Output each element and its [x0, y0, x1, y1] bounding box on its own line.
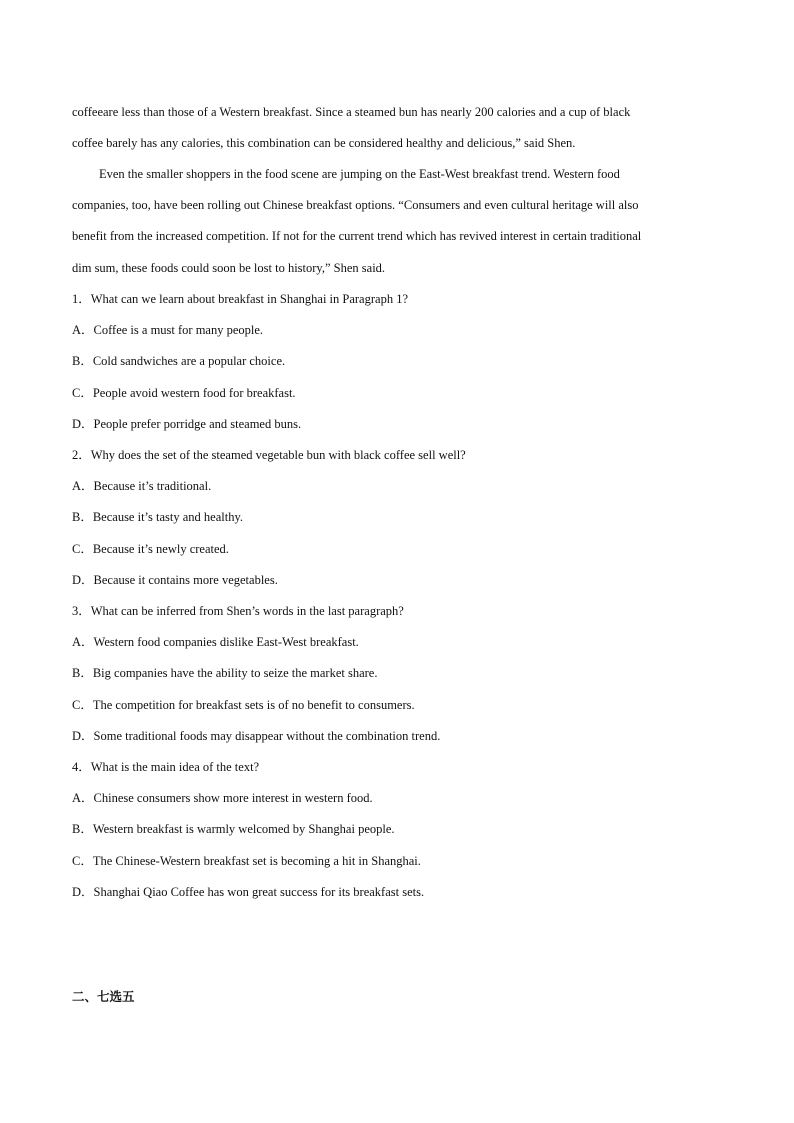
passage-line-5: benefit from the increased competition. If not for the current trend which has revived interest in certain traditional — [72, 229, 642, 243]
question-4-stem: 4．What is the main idea of the text? — [72, 760, 260, 774]
passage-line-6: dim sum, these foods could soon be lost to history,” Shen said. — [72, 261, 386, 275]
question-4-option-b: B．Western breakfast is warmly welcomed by Shanghai people. — [72, 822, 395, 836]
passage-line-2: coffee barely has any calories, this combination can be considered healthy and delicious,” said Shen. — [72, 136, 576, 150]
question-2-stem: 2．Why does the set of the steamed vegetable bun with black coffee sell well? — [72, 448, 466, 462]
question-2-option-d: D．Because it contains more vegetables. — [72, 573, 278, 587]
question-2-option-a: A．Because it’s traditional. — [72, 479, 212, 493]
section-heading: 二、七选五 — [72, 989, 135, 1004]
passage-line-4: companies, too, have been rolling out Chinese breakfast options. “Consumers and even cultural heritage will also — [72, 198, 639, 212]
question-3-option-b: B．Big companies have the ability to seize the market share. — [72, 666, 378, 680]
question-1-option-d: D．People prefer porridge and steamed buns. — [72, 417, 302, 431]
question-1-option-a: A．Coffee is a must for many people. — [72, 323, 264, 337]
passage-line-1: coffeeare less than those of a Western breakfast. Since a steamed bun has nearly 200 calories and a cup of black — [72, 105, 631, 119]
question-1-stem: 1．What can we learn about breakfast in Shanghai in Paragraph 1? — [72, 292, 408, 306]
question-2-option-c: C．Because it’s newly created. — [72, 542, 229, 556]
question-3-option-a: A．Western food companies dislike East-West breakfast. — [72, 635, 359, 649]
question-4-option-d: D．Shanghai Qiao Coffee has won great success for its breakfast sets. — [72, 885, 425, 899]
question-2-option-b: B．Because it’s tasty and healthy. — [72, 510, 244, 524]
question-3-stem: 3．What can be inferred from Shen’s words in the last paragraph? — [72, 604, 404, 618]
question-1-option-b: B．Cold sandwiches are a popular choice. — [72, 354, 286, 368]
question-3-option-c: C．The competition for breakfast sets is of no benefit to consumers. — [72, 698, 415, 712]
passage-line-3: Even the smaller shoppers in the food scene are jumping on the East-West breakfast trend. Western food — [99, 167, 620, 181]
question-4-option-a: A．Chinese consumers show more interest in western food. — [72, 791, 373, 805]
question-4-option-c: C．The Chinese-Western breakfast set is becoming a hit in Shanghai. — [72, 854, 421, 868]
question-3-option-d: D．Some traditional foods may disappear without the combination trend. — [72, 729, 441, 743]
question-1-option-c: C．People avoid western food for breakfast. — [72, 386, 296, 400]
